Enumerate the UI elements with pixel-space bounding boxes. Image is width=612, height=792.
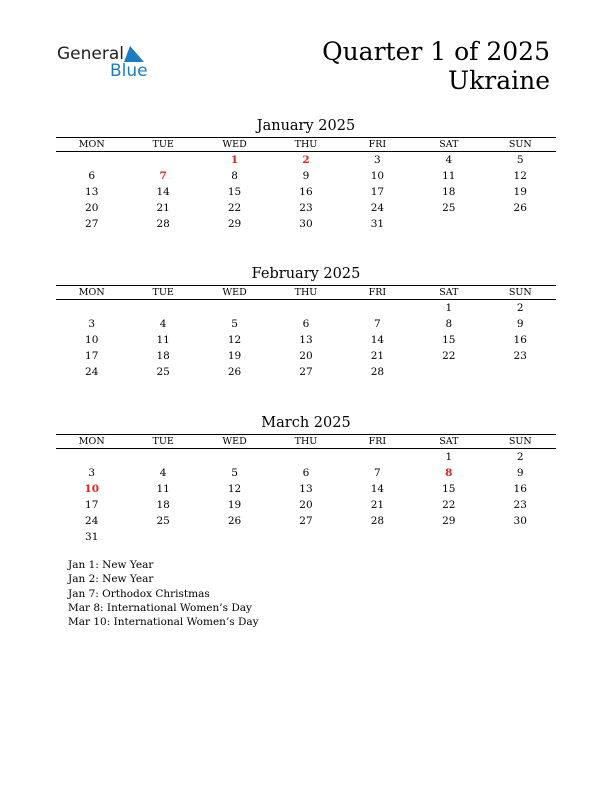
generalblue-logo (57, 40, 157, 82)
day-cell: 12 (227, 334, 242, 346)
holiday-day-cell: 1 (230, 154, 239, 166)
day-cell: 23 (513, 499, 527, 511)
empty-day-cell (127, 152, 198, 168)
weekday-label: MON (78, 436, 105, 447)
month-calendar-january (56, 117, 556, 232)
week-row (56, 332, 556, 348)
day-cell: 27 (299, 515, 313, 527)
holiday-day-cell: 10 (84, 483, 100, 495)
day-cell: 8 (445, 318, 453, 330)
day-cell: 31 (85, 531, 99, 543)
day-cell: 22 (227, 202, 242, 214)
day-cell: 30 (299, 218, 313, 230)
day-cell: 20 (299, 499, 313, 511)
day-cell: 13 (85, 186, 99, 198)
empty-day-cell (270, 449, 341, 465)
weekday-header (56, 285, 556, 300)
day-cell: 21 (370, 499, 385, 511)
day-cell: 12 (513, 170, 527, 182)
day-cell: 30 (513, 515, 527, 527)
day-cell: 18 (156, 350, 170, 362)
day-cell: 9 (516, 318, 524, 330)
day-cell: 18 (156, 499, 170, 511)
week-row (56, 481, 556, 497)
day-cell: 17 (370, 186, 385, 198)
day-cell: 4 (445, 154, 453, 166)
week-row (56, 364, 556, 380)
empty-day-cell (270, 300, 341, 316)
holiday-notes (68, 558, 259, 629)
day-cell: 16 (513, 334, 527, 346)
day-cell: 27 (85, 218, 99, 230)
week-row (56, 513, 556, 529)
weekday-label: TUE (152, 287, 174, 298)
week-row (56, 300, 556, 316)
empty-day-cell (127, 300, 198, 316)
day-cell: 14 (370, 334, 385, 346)
day-cell: 23 (513, 350, 527, 362)
weekday-label: FRI (368, 287, 387, 298)
logo-word-general: General (57, 44, 124, 64)
day-cell: 19 (513, 186, 527, 198)
day-cell: 3 (374, 154, 381, 166)
weekday-label: FRI (368, 436, 387, 447)
week-row (56, 348, 556, 364)
day-cell: 28 (156, 218, 170, 230)
day-cell: 13 (299, 483, 313, 495)
day-cell: 14 (370, 483, 385, 495)
weekday-label: THU (294, 139, 318, 150)
weekday-label: SUN (508, 139, 532, 150)
week-row (56, 152, 556, 168)
week-row (56, 168, 556, 184)
holiday-day-cell: 8 (445, 467, 453, 479)
day-cell: 26 (227, 366, 242, 378)
logo-triangle-icon (124, 46, 144, 62)
day-cell: 14 (156, 186, 170, 198)
day-cell: 23 (299, 202, 313, 214)
week-row (56, 529, 556, 545)
day-cell: 11 (156, 483, 170, 495)
day-cell: 22 (442, 350, 456, 362)
weekday-label: SAT (439, 139, 459, 150)
empty-day-cell (56, 152, 127, 168)
day-cell: 7 (374, 467, 381, 479)
day-cell: 11 (442, 170, 456, 182)
day-cell: 3 (88, 467, 96, 479)
page-title (322, 38, 550, 96)
month-title: January 2025 (256, 118, 356, 134)
day-cell: 24 (370, 202, 385, 214)
day-cell: 16 (299, 186, 313, 198)
weekday-header (56, 137, 556, 152)
day-cell: 25 (156, 366, 170, 378)
day-cell: 4 (159, 467, 167, 479)
weekday-label: THU (294, 436, 318, 447)
day-cell: 6 (302, 318, 310, 330)
day-cell: 11 (156, 334, 170, 346)
empty-day-cell (485, 364, 556, 380)
empty-day-cell (56, 449, 127, 465)
day-cell: 19 (227, 350, 242, 362)
empty-day-cell (485, 529, 556, 545)
empty-day-cell (413, 364, 484, 380)
holiday-note: Mar 8: International Women’s Day (68, 601, 252, 614)
day-cell: 25 (156, 515, 170, 527)
day-cell: 27 (299, 366, 313, 378)
day-cell: 25 (442, 202, 456, 214)
empty-day-cell (342, 529, 413, 545)
day-cell: 16 (513, 483, 527, 495)
week-row (56, 449, 556, 465)
day-cell: 13 (299, 334, 313, 346)
day-cell: 21 (370, 350, 385, 362)
day-cell: 4 (159, 318, 167, 330)
day-cell: 17 (85, 350, 99, 362)
weekday-label: SUN (508, 287, 532, 298)
weekday-label: MON (78, 139, 105, 150)
day-cell: 31 (370, 218, 385, 230)
day-cell: 19 (227, 499, 242, 511)
empty-day-cell (199, 449, 270, 465)
empty-day-cell (127, 449, 198, 465)
day-cell: 7 (374, 318, 381, 330)
day-cell: 2 (516, 451, 524, 463)
weekday-label: FRI (368, 139, 387, 150)
holiday-note: Jan 7: Orthodox Christmas (68, 587, 210, 600)
day-cell: 12 (227, 483, 242, 495)
logo-word-blue: Blue (110, 61, 148, 81)
day-cell: 29 (227, 218, 242, 230)
empty-day-cell (413, 216, 484, 232)
empty-day-cell (413, 529, 484, 545)
month-title: March 2025 (261, 415, 351, 431)
weekday-label: WED (222, 287, 247, 298)
empty-day-cell (270, 529, 341, 545)
weekday-label: SAT (439, 436, 459, 447)
weekday-label: WED (222, 436, 247, 447)
empty-day-cell (56, 300, 127, 316)
week-row (56, 465, 556, 481)
day-cell: 3 (88, 318, 96, 330)
day-cell: 10 (370, 170, 385, 182)
day-cell: 2 (516, 302, 524, 314)
week-row (56, 216, 556, 232)
day-cell: 5 (231, 318, 238, 330)
day-cell: 24 (85, 366, 99, 378)
empty-day-cell (199, 300, 270, 316)
week-row (56, 497, 556, 513)
day-cell: 6 (88, 170, 96, 182)
empty-day-cell (199, 529, 270, 545)
weekday-label: WED (222, 139, 247, 150)
day-cell: 20 (299, 350, 313, 362)
holiday-note: Jan 1: New Year (68, 559, 154, 571)
day-cell: 20 (85, 202, 99, 214)
holiday-day-cell: 2 (302, 154, 310, 166)
holiday-note: Jan 2: New Year (68, 573, 154, 586)
weekday-label: SUN (508, 436, 532, 447)
weekday-label: TUE (152, 436, 174, 447)
day-cell: 28 (370, 515, 385, 527)
day-cell: 26 (227, 515, 242, 527)
day-cell: 26 (513, 202, 527, 214)
day-cell: 15 (442, 334, 456, 346)
day-cell: 1 (445, 451, 453, 463)
day-cell: 9 (516, 467, 524, 479)
week-row (56, 184, 556, 200)
day-cell: 9 (302, 170, 310, 182)
day-cell: 18 (442, 186, 456, 198)
weekday-label: TUE (152, 139, 174, 150)
day-cell: 15 (442, 483, 456, 495)
day-cell: 17 (85, 499, 99, 511)
day-cell: 22 (442, 499, 456, 511)
day-cell: 24 (85, 515, 99, 527)
country-title: Ukraine (448, 65, 550, 95)
day-cell: 5 (516, 154, 524, 166)
day-cell: 1 (445, 302, 453, 314)
month-calendar-march (56, 414, 556, 545)
week-row (56, 316, 556, 332)
weekday-header (56, 434, 556, 449)
day-cell: 8 (231, 170, 238, 182)
day-cell: 29 (442, 515, 456, 527)
weekday-label: THU (294, 287, 318, 298)
day-cell: 21 (156, 202, 170, 214)
empty-day-cell (342, 449, 413, 465)
day-cell: 10 (85, 334, 99, 346)
empty-day-cell (127, 529, 198, 545)
day-cell: 5 (231, 467, 238, 479)
month-calendar-february (56, 265, 556, 380)
day-cell: 6 (302, 467, 310, 479)
day-cell: 15 (227, 186, 242, 198)
week-row (56, 200, 556, 216)
quarter-title: Quarter 1 of 2025 (322, 37, 550, 66)
weekday-label: SAT (439, 287, 459, 298)
month-title: February 2025 (251, 266, 361, 282)
empty-day-cell (485, 216, 556, 232)
holiday-note: Mar 10: International Women’s Day (68, 616, 259, 629)
day-cell: 28 (370, 366, 385, 378)
empty-day-cell (342, 300, 413, 316)
weekday-label: MON (78, 287, 105, 298)
holiday-day-cell: 7 (159, 170, 167, 182)
